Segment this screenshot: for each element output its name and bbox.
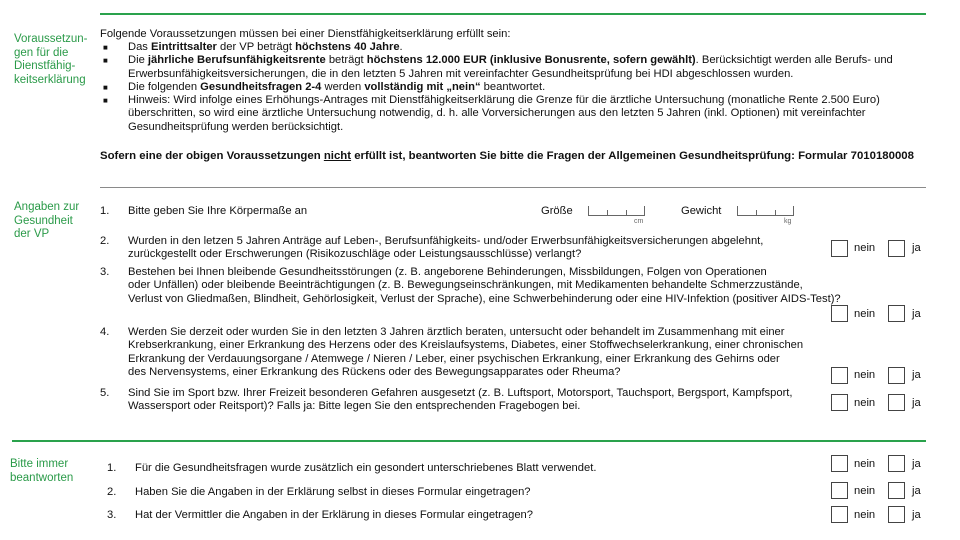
weight-input[interactable] (737, 207, 794, 216)
answer-yes-checkbox[interactable] (888, 482, 905, 499)
question-text: Haben Sie die Angaben in der Erklärung selbst in dieses Formular eingetragen? (135, 486, 531, 498)
question-text: Sind Sie im Sport bzw. Ihrer Freizeit besonderen Gefahren ausgesetzt (z. B. Luftsport, Motorsport, Tauchsport, Bergsport, Kampfsport, Wassersport oder Reitsport)? Falls ja: Bitte legen Sie den entsprechenden Fragebogen bei. (128, 387, 793, 413)
question-text: Für die Gesundheitsfragen wurde zusätzlich ein gesondert unterschriebenes Blatt verwendet. (135, 462, 597, 474)
answer-no-checkbox[interactable] (831, 455, 848, 472)
question-number: 3. (100, 266, 110, 278)
answer-no-label: nein (854, 485, 876, 497)
requirements-list (100, 41, 900, 134)
question-number: 1. (100, 205, 110, 217)
answer-yes-checkbox[interactable] (888, 305, 905, 322)
question-text: Wurden in den letzen 5 Jahren Anträge auf Leben-, Berufsunfähigkeits- und/oder Erwerbsunfähigkeitsversicherungen abgelehnt, zurückgestellt oder Erschwerungen (Risikozuschläge oder Leistungsausschlüsse) verlangt? (128, 235, 764, 261)
weight-unit: kg (784, 218, 792, 225)
question-number: 3. (107, 509, 117, 521)
answer-yes-checkbox[interactable] (888, 506, 905, 523)
answer-no-checkbox[interactable] (831, 482, 848, 499)
requirement-item: ■ Die folgenden Gesundheitsfragen 2-4 werden vollständig mit „nein“ beantwortet. (100, 81, 900, 94)
weight-label: Gewicht (681, 205, 722, 217)
question-number: 4. (100, 326, 110, 338)
requirement-item: ■ Die jährliche Berufsunfähigkeitsrente beträgt höchstens 12.000 EUR (inklusive Bonusrente, sofern gewählt). Berücksichtigt werden alle Berufs- und Erwerbsunfähigkeitsversicherungen, die in den letzten 5 Jahren mit vereinfachter Gesundheitsprüfung bei HDI abgeschlossen wurden. (100, 54, 900, 81)
section-label-requirements: Voraussetzun- gen für die Dienstfähig- keitserklärung (14, 33, 88, 86)
question-number: 5. (100, 387, 110, 399)
answer-yes-checkbox[interactable] (888, 240, 905, 257)
requirements-footer: Sofern eine der obigen Voraussetzungen nicht erfüllt ist, beantworten Sie bitte die Fragen der Allgemeinen Gesundheitsprüfung: Formular 7010180008 (100, 150, 914, 162)
section-label-health: Angaben zur Gesundheit der VP (14, 201, 80, 240)
answer-no-label: nein (854, 458, 876, 470)
answer-yes-label: ja (912, 242, 921, 254)
answer-yes-label: ja (912, 485, 921, 497)
question-number: 2. (107, 486, 117, 498)
answer-yes-label: ja (912, 308, 921, 320)
requirement-item: ■ Hinweis: Wird infolge eines Erhöhungs-Antrages mit Dienstfähigkeitserklärung die Grenze für die ärztliche Untersuchung (monatliche Rente 2.500 Euro) überschritten, so wird eine ärztliche Untersuchung notwendig, d. h. alle Vorversicherungen aus den letzten 5 Jahren (inkl. Optionen) mit vereinfachter Gesundheitsprüfung werden berücksichtigt. (100, 94, 900, 134)
question-number: 2. (100, 235, 110, 247)
answer-yes-checkbox[interactable] (888, 455, 905, 472)
answer-no-label: nein (854, 242, 876, 254)
requirements-intro: Folgende Voraussetzungen müssen bei einer Dienstfähigkeitserklärung erfüllt sein: (100, 28, 511, 40)
answer-yes-checkbox[interactable] (888, 394, 905, 411)
answer-no-label: nein (854, 509, 876, 521)
requirement-item: ■ Das Eintrittsalter der VP beträgt höchstens 40 Jahre. (100, 41, 900, 54)
question-text: Hat der Vermittler die Angaben in der Erklärung in dieses Formular eingetragen? (135, 509, 533, 521)
answer-no-label: nein (854, 369, 876, 381)
question-text: Werden Sie derzeit oder wurden Sie in den letzten 3 Jahren ärztlich beraten, untersucht oder behandelt im Zusammenhang mit einer Krebserkrankung, einer Erkrankung des Herzens oder des Kreislaufsystems, Diabetes, einer Stoffwechselerkrankung, einer chronischen Erkrankung der Verdauungsorgane / Atemwege / Nieren / Leber, einer psychischen Erkrankung, einer Erkrankung des Gehirns oder des Nervensystems, einer Erkrankung des Rückens oder des Bewegungsapparates oder Rheuma? (128, 326, 804, 378)
answer-yes-label: ja (912, 369, 921, 381)
answer-yes-label: ja (912, 458, 921, 470)
answer-yes-label: ja (912, 397, 921, 409)
answer-no-checkbox[interactable] (831, 394, 848, 411)
top-rule (100, 13, 926, 15)
question-number: 1. (107, 462, 117, 474)
height-input[interactable] (588, 207, 645, 216)
answer-no-checkbox[interactable] (831, 506, 848, 523)
answer-no-label: nein (854, 308, 876, 320)
answer-no-label: nein (854, 397, 876, 409)
answer-no-checkbox[interactable] (831, 240, 848, 257)
question-text: Bitte geben Sie Ihre Körpermaße an (128, 205, 308, 217)
height-unit: cm (634, 218, 644, 225)
answer-no-checkbox[interactable] (831, 367, 848, 384)
answer-yes-label: ja (912, 509, 921, 521)
question-text: Bestehen bei Ihnen bleibende Gesundheitsstörungen (z. B. angeborene Behinderungen, Missbildungen, Folgen von Operationen oder Unfällen) oder bleibende Beeinträchtigungen (z. B. Bewegungseinschränkungen, mit Medikamenten behandelte Schmerzzustände, Verlust von Gliedmaßen, Blindheit, Gehörlosigkeit, Verlust der Sprache), eine Schwerbehinderung oder eine HIV-Infektion (positiver AIDS-Test)? (128, 266, 841, 305)
section-divider (100, 187, 926, 188)
answer-no-checkbox[interactable] (831, 305, 848, 322)
section-label-always-answer: Bitte immer beantworten (10, 458, 74, 484)
answer-yes-checkbox[interactable] (888, 367, 905, 384)
section-divider-green (12, 440, 926, 442)
height-label: Größe (541, 205, 573, 217)
